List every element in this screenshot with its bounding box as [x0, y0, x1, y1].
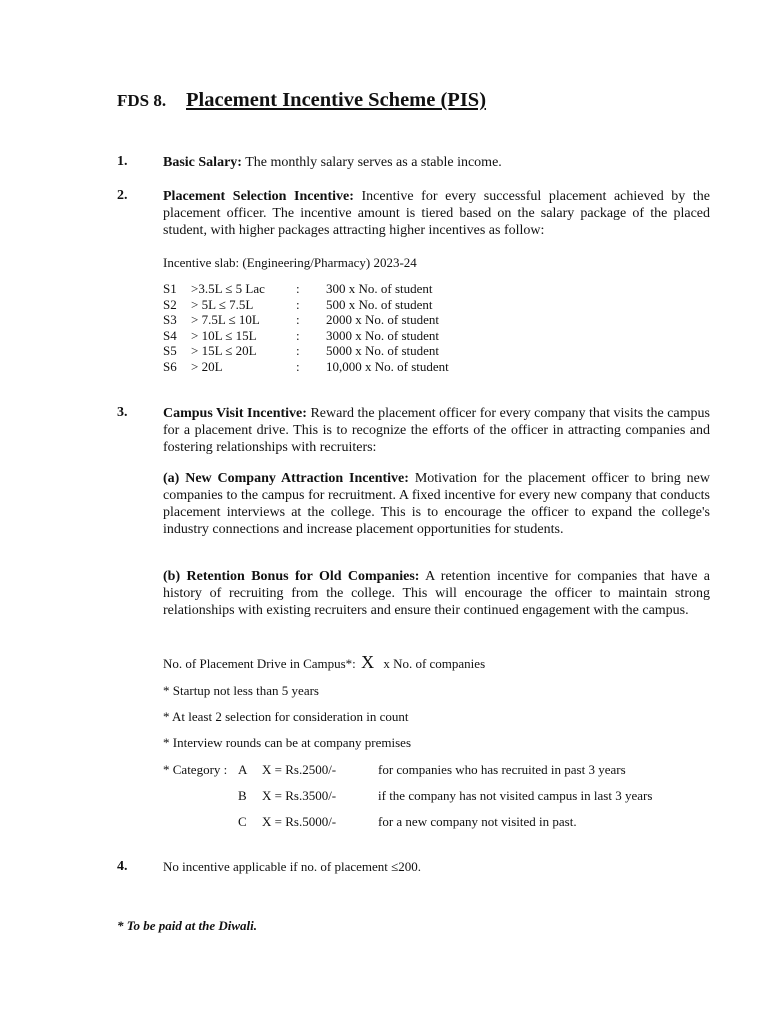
category-letter: A [238, 762, 248, 777]
section-1-number: 1. [117, 154, 128, 169]
slab-row [163, 312, 449, 328]
section-2-label: Placement Selection Incentive: [163, 189, 354, 204]
slab-range: > 5L ≤ 7.5L [191, 296, 254, 312]
section-1-body: The monthly salary serves as a stable income. [241, 155, 502, 170]
section-2-body: Incentive for every successful placement achieved by the placement officer. The incentive amount is tiered based on the salary package of the placed student, with higher packages attracting higher incentives as follow: [163, 189, 710, 238]
slab-range: > 20L [191, 358, 223, 374]
slab-separator: : [296, 358, 300, 374]
category-value: X = Rs.3500/- [262, 788, 337, 803]
document-heading: Placement Incentive Scheme (PIS) [186, 89, 487, 111]
slab-separator: : [296, 343, 300, 358]
slab-range: > 15L ≤ 20L [191, 343, 257, 358]
section-1-label: Basic Salary: [163, 155, 242, 170]
category-value: X = Rs.5000/- [262, 814, 337, 829]
slab-code: S3 [163, 312, 177, 327]
slab-incentive: 5000 x No. of student [326, 343, 440, 358]
slab-code: S5 [163, 343, 177, 358]
slab-code: S6 [163, 358, 177, 374]
category-description: if the company has not visited campus in last 3 years [378, 788, 653, 803]
section-3-text [163, 405, 710, 456]
slab-row [163, 297, 449, 313]
section-2-number: 2. [117, 188, 128, 203]
slab-row [163, 328, 449, 344]
category-description: for companies who has recruited in past 3 years [378, 762, 626, 777]
section-2-text [163, 188, 710, 239]
incentive-slab-table [163, 281, 449, 374]
slab-separator: : [296, 327, 300, 343]
placement-drive-formula [163, 652, 485, 673]
slab-incentive: 500 x No. of student [326, 296, 433, 312]
document-code: FDS 8. [117, 91, 167, 110]
category-row-a [163, 762, 626, 778]
section-1-text [163, 154, 710, 171]
category-row-b [163, 788, 652, 804]
slab-incentive: 10,000 x No. of student [326, 358, 449, 374]
subsection-a-label: (a) New Company Attraction Incentive: [163, 471, 409, 486]
footnote: * To be paid at the Diwali. [117, 918, 257, 933]
slab-separator: : [296, 281, 300, 296]
slab-code: S1 [163, 281, 177, 296]
formula-variable: X [361, 652, 375, 672]
slab-range: > 7.5L ≤ 10L [191, 312, 260, 327]
slab-incentive: 2000 x No. of student [326, 312, 440, 327]
section-3-body: Reward the placement officer for every company that visits the campus for a placement drive. This is to recognize the efforts of the officer in attracting companies and fostering relationships with recruiters: [163, 406, 710, 455]
subsection-b-body: A retention incentive for companies that have a history of recruiting from the college. This will encourage the officer to maintain strong relationships with existing recruiters and ensure their continued engagement with the campus. [163, 569, 710, 618]
subsection-a-body: Motivation for the placement officer to bring new companies to the campus for recruitment. A fixed incentive for every new company that conducts placement interviews at the college. This is to encourage the officer to expand the college's industry connections and increase placement opportunities for students. [163, 471, 710, 537]
section-3-number: 3. [117, 405, 128, 420]
slab-range: >3.5L ≤ 5 Lac [191, 281, 265, 296]
slab-code: S2 [163, 296, 177, 312]
subsection-b-text [163, 568, 710, 619]
slab-incentive: 300 x No. of student [326, 281, 433, 296]
slab-range: > 10L ≤ 15L [191, 327, 257, 343]
section-3-label: Campus Visit Incentive: [163, 406, 307, 421]
section-4-text: No incentive applicable if no. of placement ≤200. [163, 859, 422, 874]
slab-code: S4 [163, 327, 177, 343]
slab-row [163, 281, 449, 297]
slab-separator: : [296, 312, 300, 327]
formula-prefix: No. of Placement Drive in Campus*: [163, 656, 356, 671]
slab-heading: Incentive slab: (Engineering/Pharmacy) 2023-24 [163, 255, 417, 270]
category-value: X = Rs.2500/- [262, 762, 337, 777]
note-startup: * Startup not less than 5 years [163, 683, 319, 698]
note-interview: * Interview rounds can be at company premises [163, 735, 412, 750]
category-row-c [163, 814, 577, 830]
subsection-b-label: (b) Retention Bonus for Old Companies: [163, 569, 420, 584]
slab-row [163, 359, 449, 375]
category-letter: C [238, 814, 247, 829]
slab-row [163, 343, 449, 359]
slab-incentive: 3000 x No. of student [326, 327, 440, 343]
note-selection: * At least 2 selection for consideration in count [163, 709, 409, 724]
category-prefix: * Category : [163, 762, 228, 777]
category-description: for a new company not visited in past. [378, 814, 577, 829]
page-title [117, 89, 486, 112]
subsection-a-text [163, 470, 710, 538]
section-4-number: 4. [117, 859, 128, 874]
category-letter: B [238, 788, 247, 803]
formula-suffix: x No. of companies [383, 656, 486, 671]
slab-separator: : [296, 296, 300, 312]
